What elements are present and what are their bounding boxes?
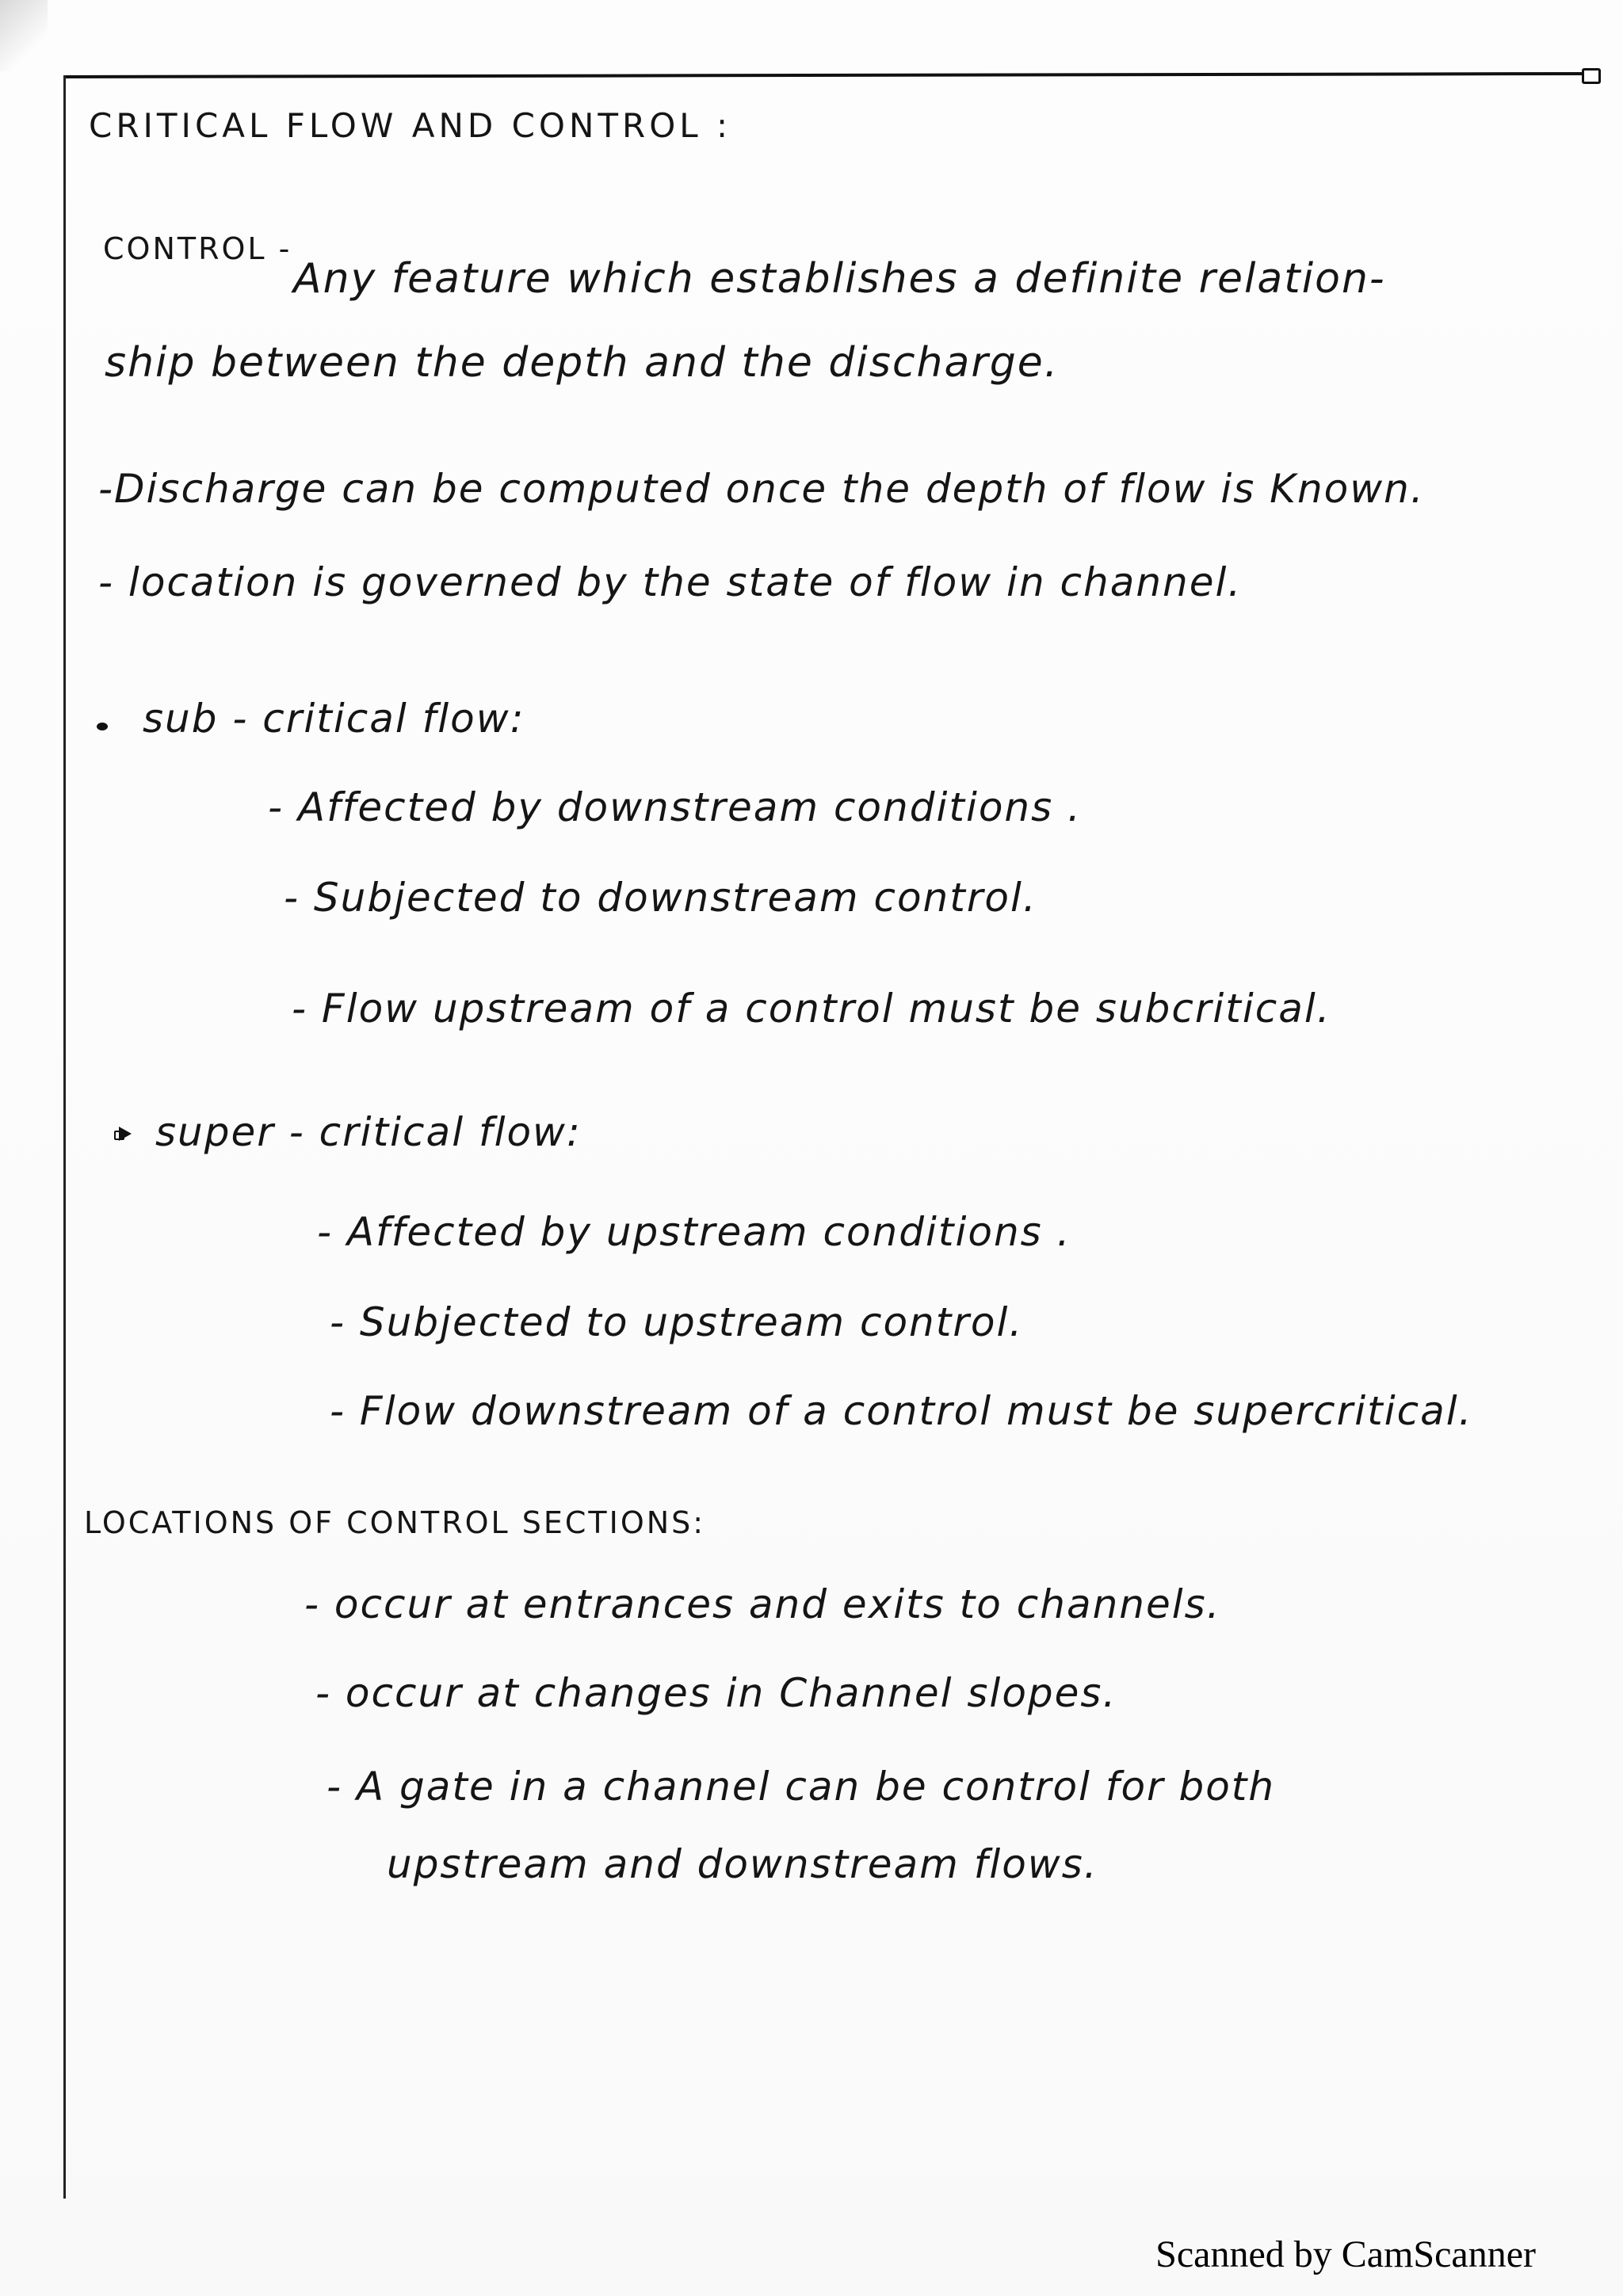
rule-end-mark: [1582, 68, 1601, 84]
locations-item-2: - occur at changes in Channel slopes.: [315, 1670, 1117, 1716]
control-point-location: - location is governed by the state of flow in channel.: [98, 559, 1243, 605]
subcritical-item-1: - Affected by downstream conditions .: [268, 784, 1082, 830]
control-definition-line-1: Any feature which establishes a definite relation-: [293, 255, 1386, 303]
margin-rule-line: [63, 75, 66, 2199]
locations-heading: LOCATIONS OF CONTROL SECTIONS:: [84, 1505, 706, 1540]
arrow-bullet-icon: [119, 1127, 132, 1141]
top-rule-line: [65, 72, 1594, 78]
supercritical-item-1: - Affected by upstream conditions .: [317, 1209, 1071, 1255]
locations-item-3: - A gate in a channel can be control for both: [327, 1764, 1276, 1810]
subcritical-item-3: - Flow upstream of a control must be subcritical.: [292, 986, 1331, 1032]
control-heading: CONTROL -: [103, 231, 292, 266]
page-corner-shadow: [0, 0, 48, 71]
scanner-watermark: Scanned by CamScanner: [1155, 2233, 1536, 2275]
subcritical-item-2: - Subjected to downstream control.: [284, 875, 1037, 921]
bullet-icon: [97, 723, 108, 730]
supercritical-heading: super - critical flow:: [155, 1109, 582, 1155]
supercritical-item-3: - Flow downstream of a control must be supercritical.: [330, 1388, 1473, 1434]
control-definition-line-2: ship between the depth and the discharge.: [105, 339, 1060, 387]
locations-item-3-continuation: upstream and downstream flows.: [387, 1841, 1098, 1887]
control-point-discharge: -Discharge can be computed once the depth of flow is Known.: [98, 466, 1425, 512]
subcritical-heading: sub - critical flow:: [143, 696, 525, 742]
page-title: CRITICAL FLOW AND CONTROL :: [89, 106, 732, 145]
supercritical-item-2: - Subjected to upstream control.: [330, 1299, 1024, 1345]
locations-item-1: - occur at entrances and exits to channels.: [304, 1581, 1221, 1627]
